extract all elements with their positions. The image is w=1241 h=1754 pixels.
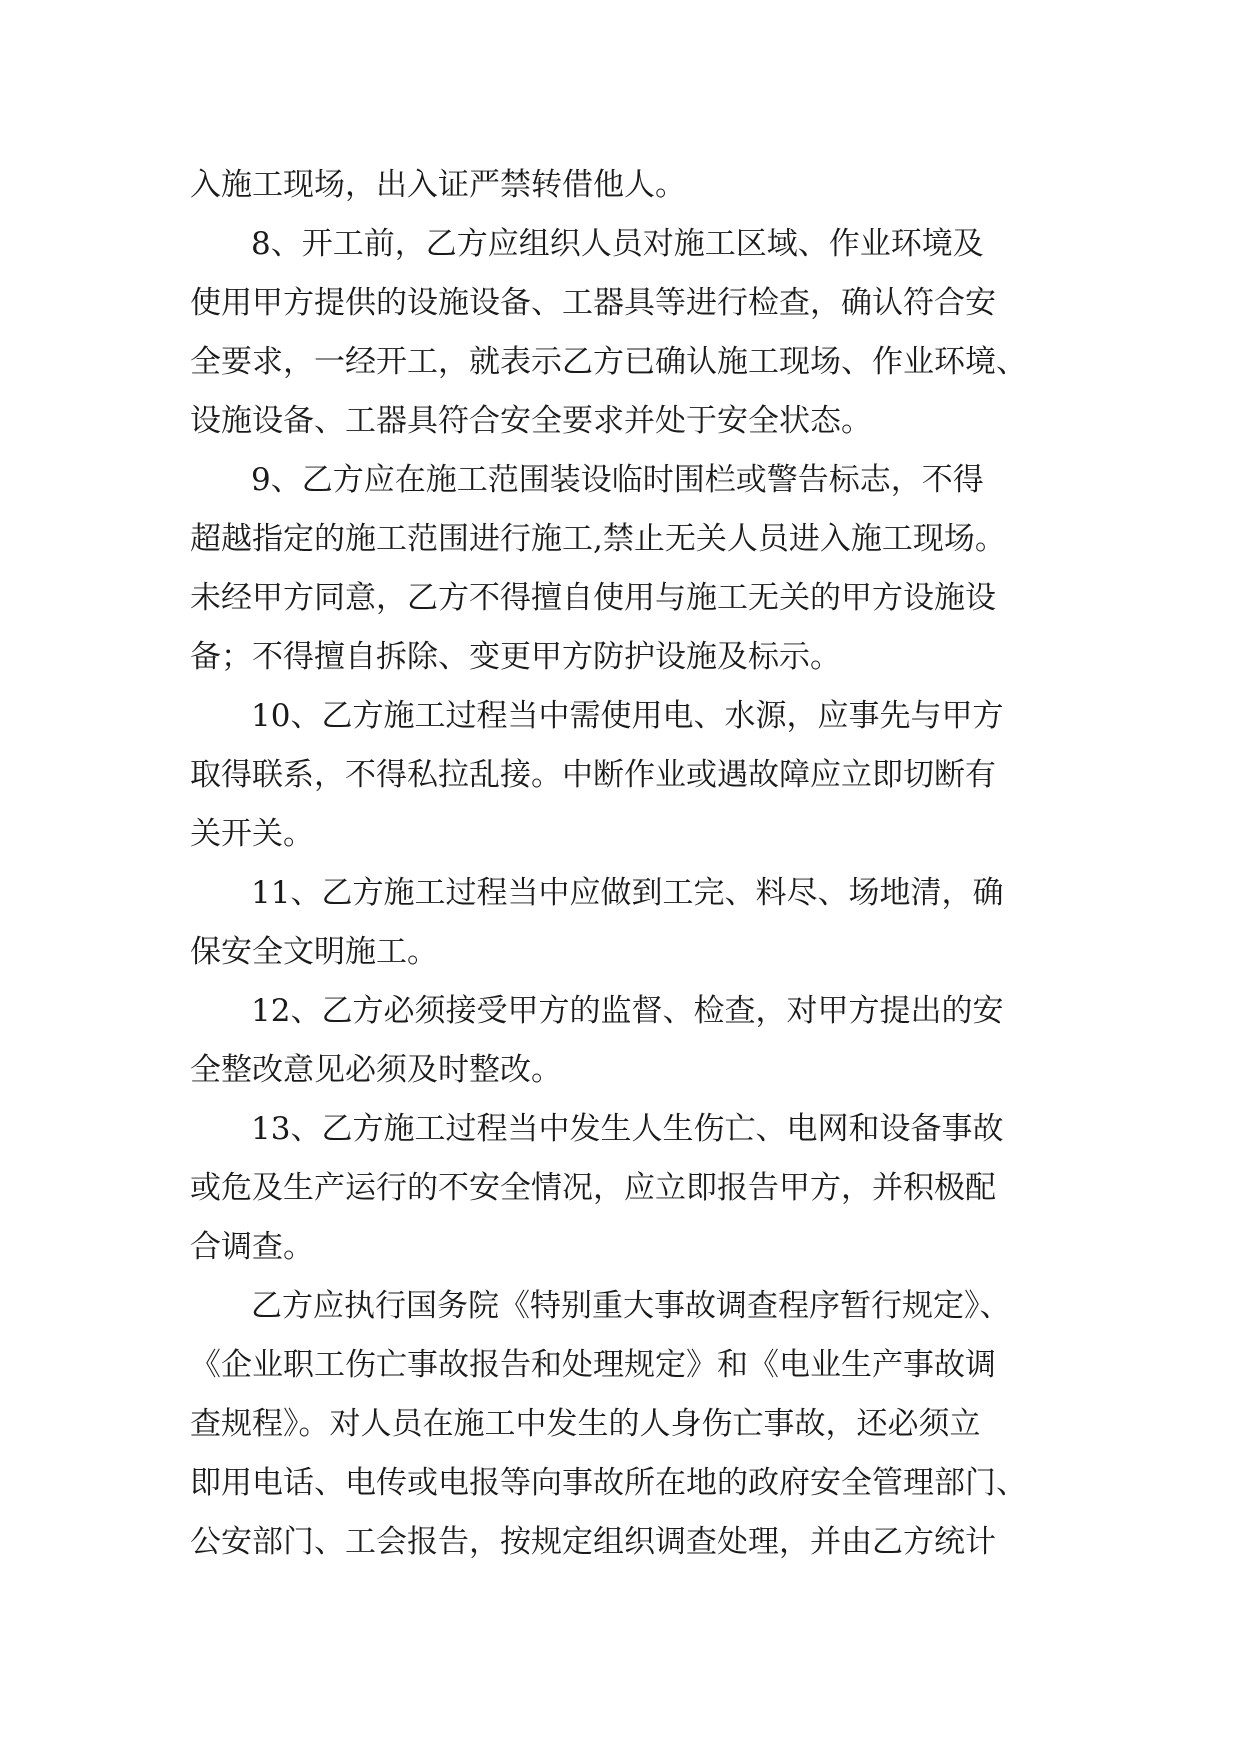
text-line: 全要求，一经开工，就表示乙方已确认施工现场、作业环境、 — [190, 344, 1027, 380]
text-line: 备；不得擅自拆除、变更甲方防护设施及标示。 — [190, 639, 841, 675]
text-line: 保安全文明施工。 — [190, 934, 438, 970]
text-line: 设施设备、工器具符合安全要求并处于安全状态。 — [190, 403, 872, 439]
paragraph-10-line: 10、乙方施工过程当中需使用电、水源，应事先与甲方 — [251, 698, 1004, 734]
text-line: 即用电话、电传或电报等向事故所在地的政府安全管理部门、 — [190, 1465, 1027, 1501]
text-line: 公安部门、工会报告，按规定组织调查处理，并由乙方统计 — [190, 1524, 996, 1560]
text-line: 未经甲方同意，乙方不得擅自使用与施工无关的甲方设施设 — [190, 580, 996, 616]
text-line: 《企业职工伤亡事故报告和处理规定》和《电业生产事故调 — [190, 1347, 996, 1383]
paragraph-regulation-line: 乙方应执行国务院《特别重大事故调查程序暂行规定》、 — [251, 1288, 1011, 1324]
text-line: 合调查。 — [190, 1229, 314, 1265]
paragraph-12-line: 12、乙方必须接受甲方的监督、检查，对甲方提出的安 — [251, 993, 1004, 1029]
paragraph-13-line: 13、乙方施工过程当中发生人生伤亡、电网和设备事故 — [251, 1111, 1004, 1147]
text-line: 取得联系，不得私拉乱接。中断作业或遇故障应立即切断有 — [190, 757, 996, 793]
text-line: 入施工现场，出入证严禁转借他人。 — [190, 167, 686, 203]
paragraph-11-line: 11、乙方施工过程当中应做到工完、料尽、场地清，确 — [251, 875, 1004, 911]
document-body — [190, 156, 1190, 1572]
text-line: 关开关。 — [190, 816, 314, 852]
text-line: 使用甲方提供的设施设备、工器具等进行检查，确认符合安 — [190, 285, 996, 321]
text-line: 超越指定的施工范围进行施工,禁止无关人员进入施工现场。 — [190, 521, 1006, 557]
paragraph-9-line: 9、乙方应在施工范围装设临时围栏或警告标志，不得 — [251, 462, 984, 498]
text-line: 查规程》。对人员在施工中发生的人身伤亡事故，还必须立 — [190, 1406, 981, 1442]
text-line: 全整改意见必须及时整改。 — [190, 1052, 562, 1088]
paragraph-8-line: 8、开工前，乙方应组织人员对施工区域、作业环境及 — [251, 226, 984, 262]
text-line: 或危及生产运行的不安全情况，应立即报告甲方，并积极配 — [190, 1170, 996, 1206]
